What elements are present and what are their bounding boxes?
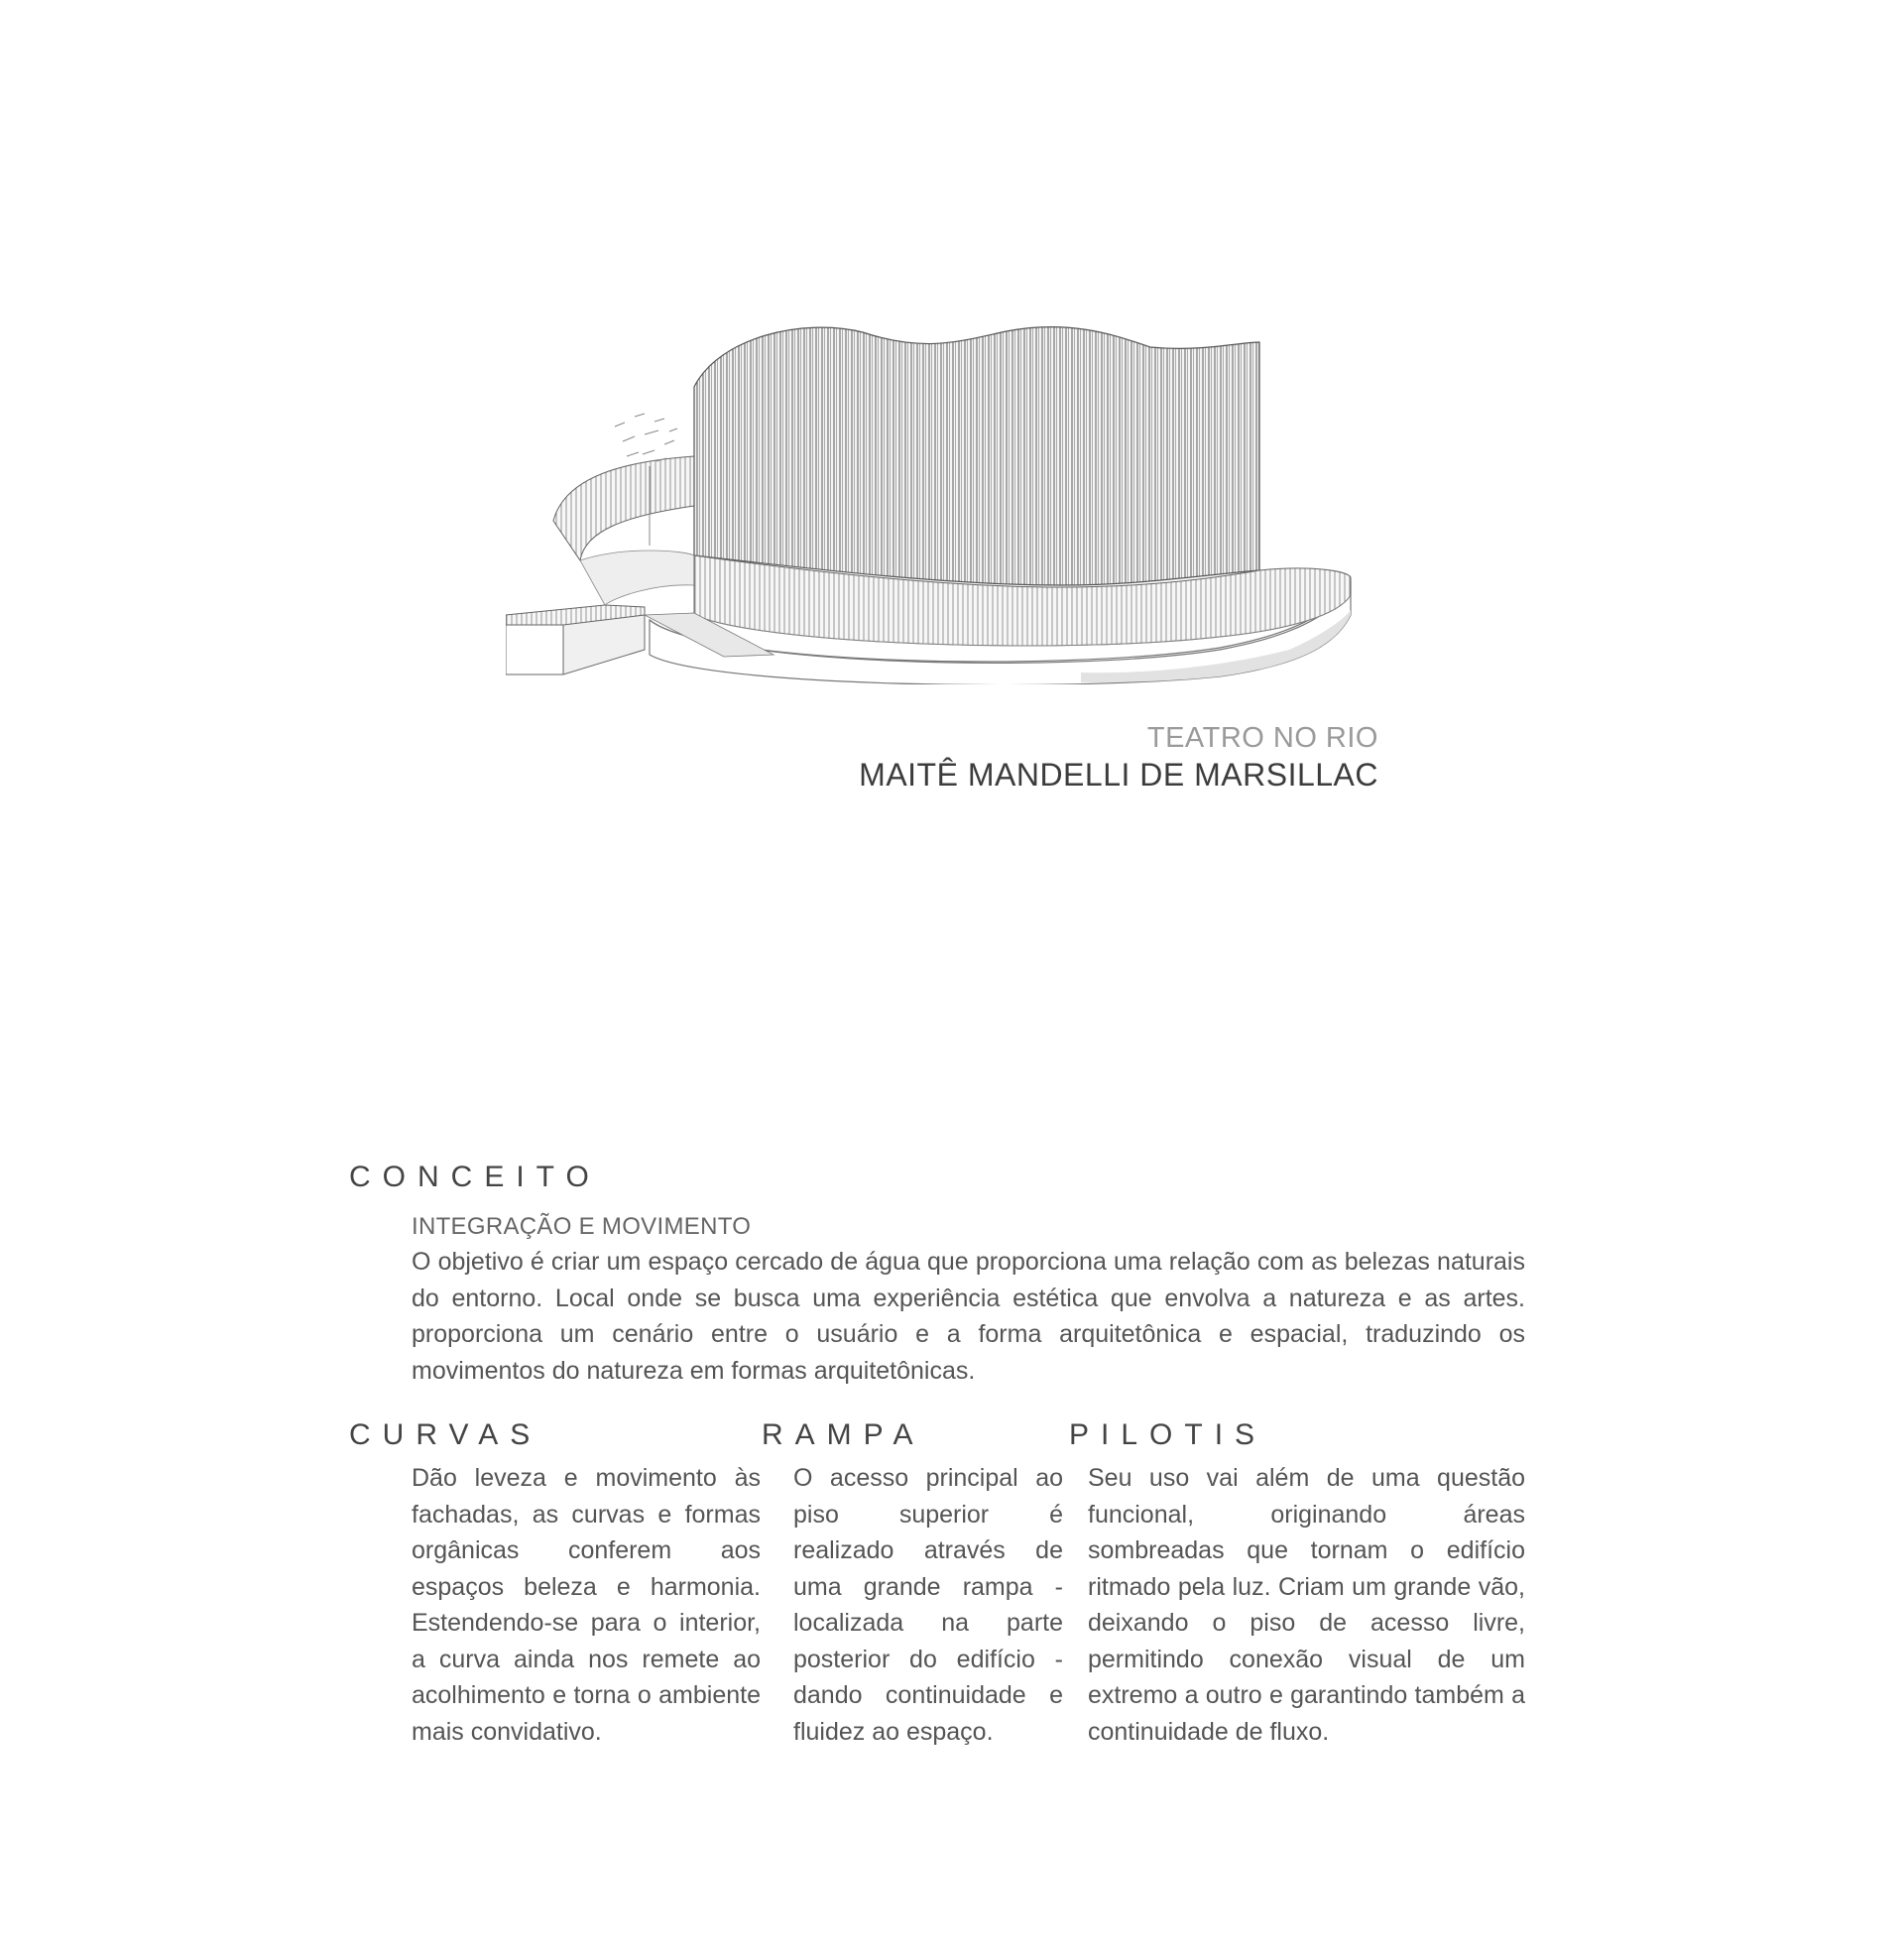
concept-subtitle: INTEGRAÇÃO E MOVIMENTO [412, 1213, 752, 1240]
rampa-paragraph: O acesso principal ao piso superior é realizado através de uma grande rampa - localizada na parte posterior do edifício - dando continuidade e fluidez ao espaço. [793, 1464, 1063, 1746]
concept-paragraph: O objetivo é criar um espaço cercado de água que proporciona uma relação com as belezas naturais do entorno. Local onde se busca uma experiência estética que envolva a natureza e as artes. proporciona um cenário entre o usuário e a forma arquitetônica e espacial, traduzindo os movimentos do natureza em formas arquitetônicas. [412, 1248, 1525, 1385]
theater-building-drawing-icon [506, 317, 1359, 684]
pilotis-heading: PILOTIS [1069, 1418, 1267, 1451]
curvas-paragraph: Dão leveza e movimento às fachadas, as curvas e formas orgânicas conferem aos espaços beleza e harmonia. Estendendo-se para o interior, a curva ainda nos remete ao acolhimento e torna o ambiente mais convidativo. [412, 1464, 761, 1746]
rampa-heading: RAMPA [762, 1418, 925, 1451]
pilotis-paragraph: Seu uso vai além de uma questão funcional, originando áreas sombreadas que tornam o edifício ritmado pela luz. Criam um grande vão, deixando o piso de acesso livre, permitindo conexão visual de um extremo a outro e garantindo também a continuidade de fluxo. [1088, 1464, 1525, 1746]
project-title: TEATRO NO RIO [1146, 722, 1378, 754]
author-name: MAITÊ MANDELLI DE MARSILLAC [859, 757, 1378, 793]
concept-heading: CONCEITO [349, 1161, 601, 1193]
curvas-heading: CURVAS [349, 1418, 542, 1451]
